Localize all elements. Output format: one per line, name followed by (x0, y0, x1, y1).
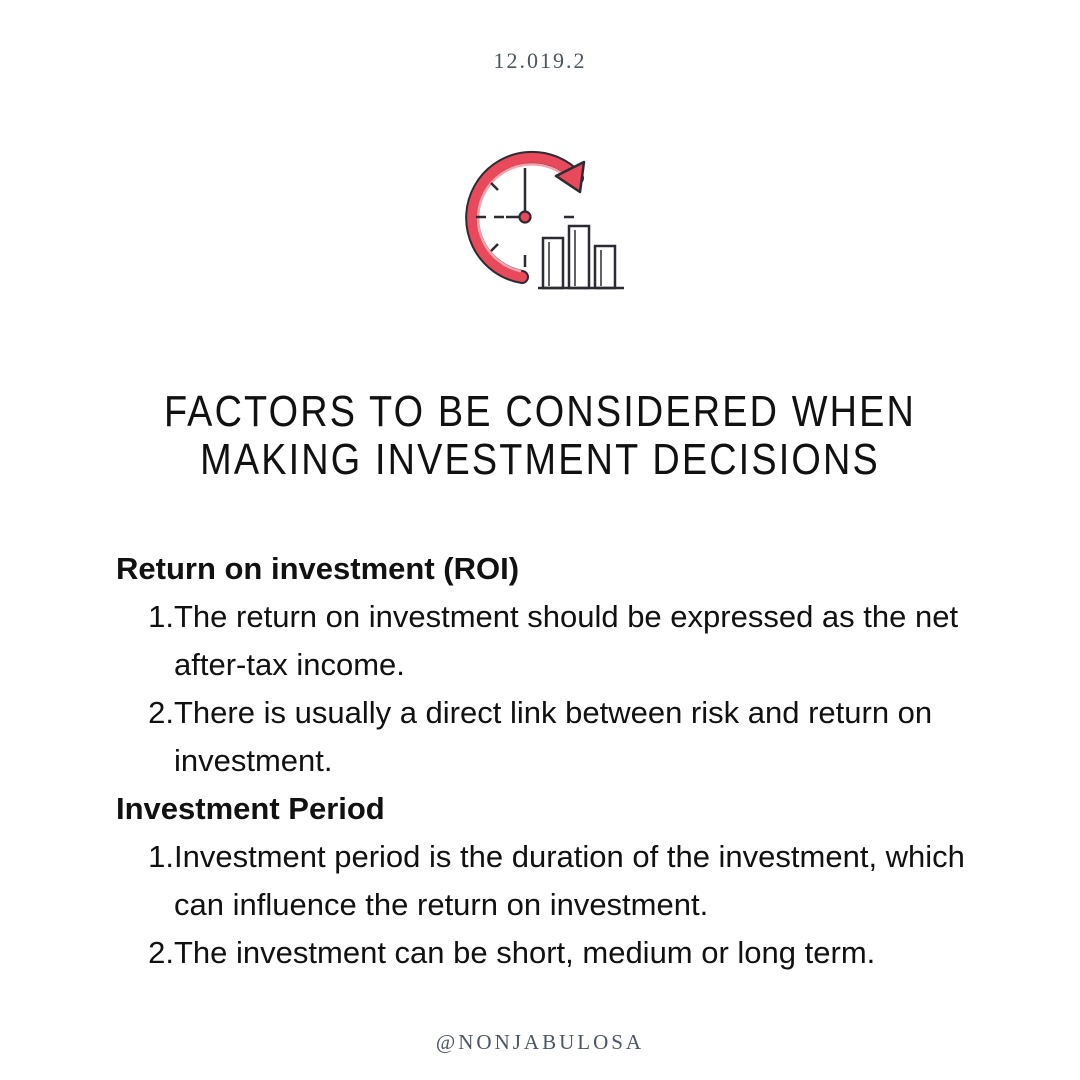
numbered-list (116, 833, 996, 977)
list-item-text: The investment can be short, medium or long term. (174, 935, 876, 970)
list-number: 2. (148, 695, 174, 730)
numbered-list (116, 593, 996, 785)
footer-handle: @NONJABULOSA (435, 1030, 645, 1054)
list-item (116, 929, 996, 977)
page-code: 12.019.2 (493, 48, 587, 73)
list-item-text: Investment period is the duration of the investment, which can influence the return on investment. (174, 839, 965, 922)
content-body (116, 545, 996, 977)
clock-chart-icon (450, 140, 630, 300)
section-roi (116, 545, 996, 785)
section-heading: Return on investment (ROI) (116, 551, 520, 586)
list-item-text: The return on investment should be expressed as the net after-tax income. (174, 599, 959, 682)
section-heading: Investment Period (116, 791, 385, 826)
title-line-1: FACTORS TO BE CONSIDERED WHEN (164, 387, 916, 436)
list-item (116, 689, 996, 785)
list-item (116, 593, 996, 689)
title-line-2: MAKING INVESTMENT DECISIONS (200, 435, 880, 484)
list-number: 2. (148, 935, 174, 970)
section-investment-period (116, 785, 996, 977)
page-title (153, 388, 927, 484)
list-item (116, 833, 996, 929)
list-number: 1. (148, 599, 174, 634)
list-number: 1. (148, 839, 174, 874)
list-item-text: There is usually a direct link between risk and return on investment. (174, 695, 933, 778)
